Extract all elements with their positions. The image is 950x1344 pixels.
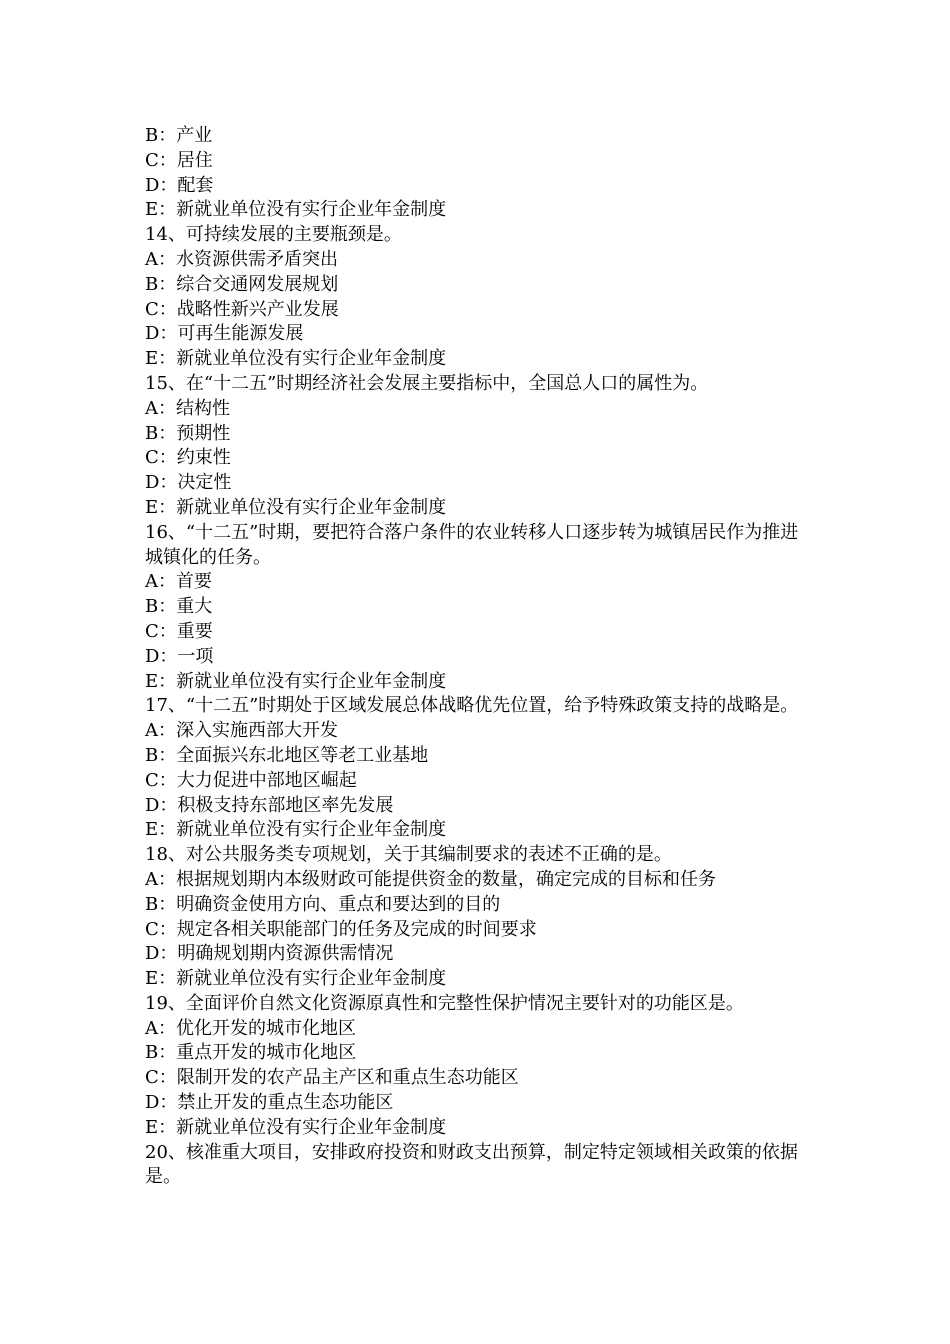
option-line: B：产业 bbox=[145, 125, 213, 146]
option-line: C：规定各相关职能部门的任务及完成的时间要求 bbox=[145, 918, 537, 940]
question-line: 16、“十二五”时期，要把符合落户条件的农业转移人口逐步转为城镇居民作为推进城镇化的任务。 bbox=[145, 521, 799, 568]
option-line: C：限制开发的农产品主产区和重点生态功能区 bbox=[145, 1067, 519, 1089]
question-line: 17、“十二五”时期处于区域发展总体战略优先位置，给予特殊政策支持的战略是。 bbox=[145, 695, 799, 717]
option-line: C：战略性新兴产业发展 bbox=[145, 298, 339, 320]
option-line: E：新就业单位没有实行企业年金制度 bbox=[145, 819, 447, 841]
option-line: D：决定性 bbox=[145, 472, 232, 494]
option-line: A：优化开发的城市化地区 bbox=[145, 1017, 356, 1039]
option-line: E：新就业单位没有实行企业年金制度 bbox=[145, 968, 447, 990]
option-line: B：全面振兴东北地区等老工业基地 bbox=[145, 744, 429, 766]
option-line: D：禁止开发的重点生态功能区 bbox=[145, 1092, 394, 1114]
option-line: E：新就业单位没有实行企业年金制度 bbox=[145, 670, 447, 692]
option-line: D：配套 bbox=[145, 174, 214, 196]
question-line: 20、核准重大项目，安排政府投资和财政支出预算，制定特定领域相关政策的依据是。 bbox=[145, 1141, 798, 1188]
option-line: A：水资源供需矛盾突出 bbox=[145, 248, 338, 270]
option-line: A：首要 bbox=[145, 571, 212, 593]
option-line: D：积极支持东部地区率先发展 bbox=[145, 794, 394, 816]
question-line: 18、对公共服务类专项规划，关于其编制要求的表述不正确的是。 bbox=[145, 844, 672, 866]
option-line: E：新就业单位没有实行企业年金制度 bbox=[145, 348, 447, 370]
option-line: E：新就业单位没有实行企业年金制度 bbox=[145, 199, 447, 221]
option-line: C：居住 bbox=[145, 149, 213, 171]
option-line: B：重点开发的城市化地区 bbox=[145, 1042, 357, 1064]
option-line: E：新就业单位没有实行企业年金制度 bbox=[145, 496, 447, 518]
option-line: D：明确规划期内资源供需情况 bbox=[145, 943, 394, 965]
option-line: A：结构性 bbox=[145, 397, 230, 419]
option-line: C：约束性 bbox=[145, 447, 231, 469]
option-line: D：一项 bbox=[145, 645, 214, 667]
option-line: C：大力促进中部地区崛起 bbox=[145, 769, 357, 791]
option-line: A：根据规划期内本级财政可能提供资金的数量，确定完成的目标和任务 bbox=[145, 868, 716, 890]
option-line: B：预期性 bbox=[145, 422, 231, 444]
question-line: 15、在“十二五”时期经济社会发展主要指标中，全国总人口的属性为。 bbox=[145, 372, 709, 394]
document-body bbox=[145, 124, 810, 1190]
option-line: A：深入实施西部大开发 bbox=[145, 720, 338, 742]
question-line: 19、全面评价自然文化资源原真性和完整性保护情况主要针对的功能区是。 bbox=[145, 992, 744, 1014]
option-line: B：重大 bbox=[145, 596, 213, 618]
option-line: C：重要 bbox=[145, 620, 213, 642]
option-line: B：综合交通网发展规划 bbox=[145, 273, 339, 295]
option-line: E：新就业单位没有实行企业年金制度 bbox=[145, 1116, 447, 1138]
option-line: D：可再生能源发展 bbox=[145, 323, 304, 345]
option-line: B：明确资金使用方向、重点和要达到的目的 bbox=[145, 893, 501, 915]
question-line: 14、可持续发展的主要瓶颈是。 bbox=[145, 224, 402, 246]
